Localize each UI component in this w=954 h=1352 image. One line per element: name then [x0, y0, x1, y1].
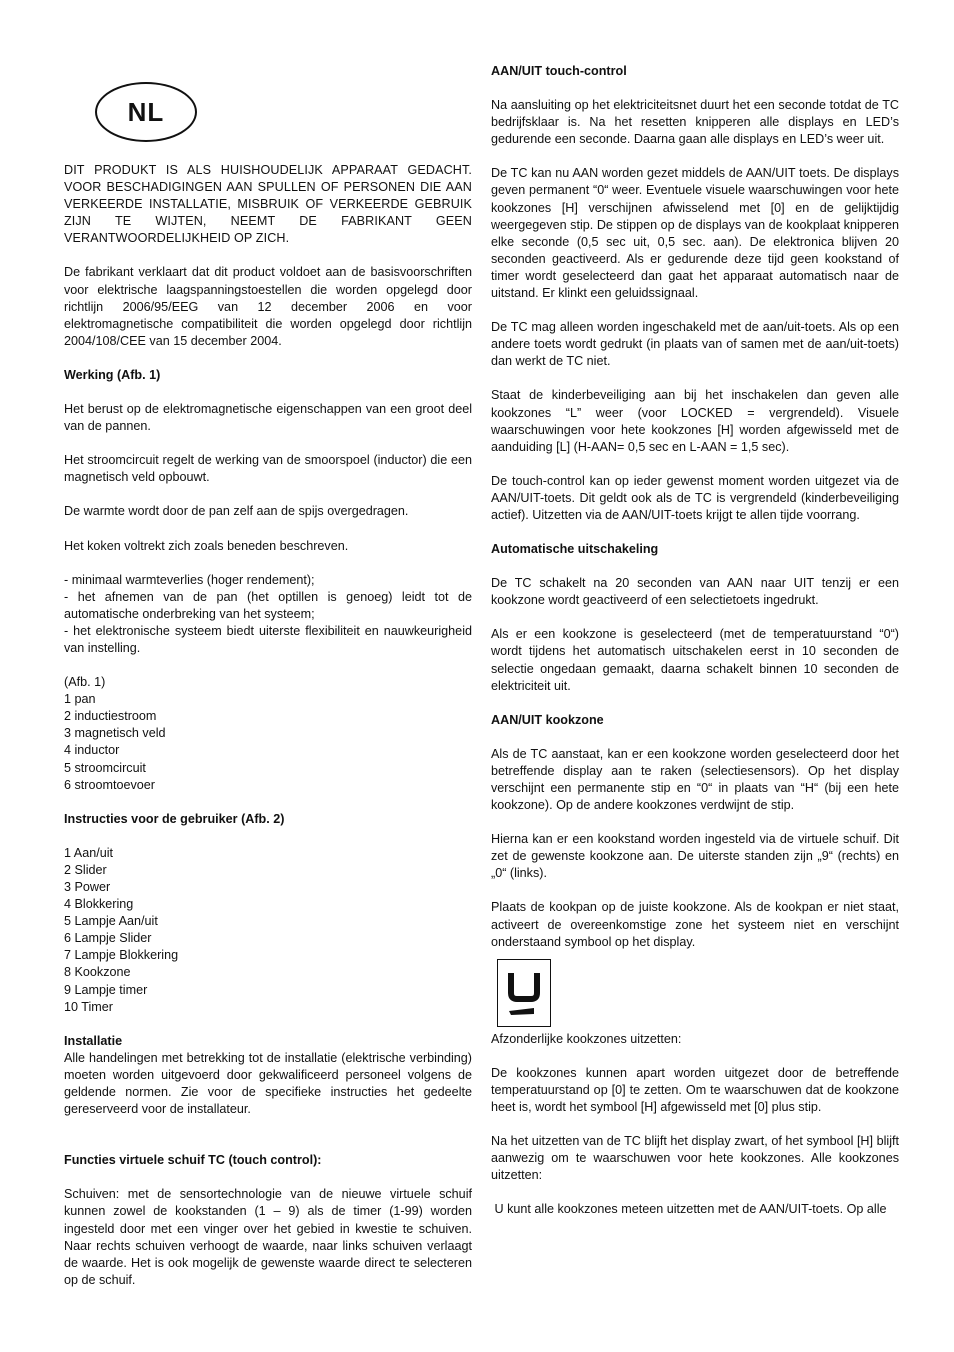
werking-paragraph-2: Het stroomcircuit regelt de werking van de smoorspoel (inductor) die een magnetisch veld opbouwt.: [64, 453, 472, 485]
legend-item: 3 Power: [64, 880, 111, 894]
legend-item: 6 stroomtoevoer: [64, 777, 155, 792]
legend-item: 5 stroomcircuit: [64, 760, 146, 775]
afb2-legend-list: [64, 845, 472, 1016]
paragraph-kookzone-3: Plaats de kookpan op de juiste kookzone. Als de kookpan er niet staat, activeert de overeenkomstige zone het systeem niet en verschijnt onderstaand symbool op het display.: [491, 900, 899, 949]
automatische-uitschakeling-heading: Automatische uitschakeling: [491, 542, 659, 557]
paragraph-display-zwart: Na het uitzetten van de TC blijft het display zwart, of het symbool [H] blijft aanwezig om te waarschuwen voor hete kookzones. Alle kookzones uitzetten:: [491, 1134, 899, 1183]
werking-paragraph-4: Het koken voltrekt zich zoals beneden beschreven.: [64, 538, 349, 553]
werking-bullet-list: [64, 572, 472, 657]
paragraph-alle-uitzetten: U kunt alle kookzones meteen uitzetten met de AAN/UIT-toets. Op alle: [491, 1202, 887, 1217]
werking-heading: Werking (Afb. 1): [64, 367, 161, 382]
legend-item: 5 Lampje Aan/uit: [64, 914, 158, 929]
no-pan-display-symbol: [497, 959, 551, 1027]
legend-item: 4 Blokkering: [64, 897, 134, 912]
paragraph-kinderbeveiliging: Staat de kinderbeveiliging aan bij het inschakelen dan geven alle kookzones “L” weer (voor LOCKED = vergrendeld). Visuele waarschuwingen voor hete kookzones [H] worden afgewisseld met de aanduiding [L] (H-AAN= 0,5 sec en L-AAN = 1,5 sec).: [491, 388, 899, 454]
paragraph-kookzone-2: Hierna kan er een kookstand worden ingesteld via de virtuele schuif. Dit zet de gewenste kookzone aan. De uiterste standen zijn „9“ (rechts) en „0“ (links).: [491, 832, 899, 881]
paragraph-inschakelen: De TC mag alleen worden ingeschakeld met de aan/uit-toets. Als op een andere toets wordt gedrukt (in plaats van of samen met de aan/uit-toets) dan werkt de TC niet.: [491, 320, 899, 369]
paragraph-aan-zetten: De TC kan nu AAN worden gezet middels de AAN/UIT toets. De displays geven permanent “0“ weer. Eventuele visuele waarschuwingen voor hete kookzones [H] verschijnen afwisselend met [0] en de gelijktijdig weergegeven stip. De stippen op de displays van de kookplaat knipperen elke seconde (0,5 sec uit, 0,5 sec. aan). De elektronica blijven 20 seconden geactiveerd. Als er gedurende deze tijd geen kookstand of timer wordt geselecteerd dan gaat het apparaat automatisch naar de uitstand. Er klinkt een geluidssignaal.: [491, 166, 899, 301]
aanuit-touch-control-heading: AAN/UIT touch-control: [491, 64, 627, 78]
paragraph-auto-2: Als er een kookzone is geselecteerd (met de temperatuurstand “0“) wordt tijdens het automatisch uitschakelen eerst in 10 seconden de selectie ongedaan gemaakt, daarna schakelt binnen 10 seconden de elektriciteit uit.: [491, 627, 899, 693]
installatie-text: Alle handelingen met betrekking tot de installatie (elektrische verbinding) moeten worden uitgevoerd door gekwalificeerd personeel volgens de geldende normen. Zie voor de specifieke instructies het gedeelte gereserveerd voor de installateur.: [64, 1050, 472, 1117]
left-column: [64, 162, 472, 1306]
paragraph-apart-uitzetten: De kookzones kunnen apart worden uitgezet door de betreffende temperatuurstand op [0] te zetten. Om te waarschuwen dat de kookzone heet is, wordt het symbool [H] afgewisseld met [0] plus stip.: [491, 1065, 899, 1115]
paragraph-reset: Na aansluiting op het elektriciteitsnet duurt het een seconde totdat de TC bedrijfsklaar is. Na het resetten knipperen alle displays en LED’s gedurende een seconde. Daarna gaan alle displays en LED’s weer uit.: [491, 98, 899, 147]
bullet-item: - het elektronische systeem biedt uiterste flexibiliteit en nauwkeurigheid van instelling.: [64, 623, 472, 655]
legend-item: 4 inductor: [64, 743, 120, 758]
werking-paragraph-3: De warmte wordt door de pan zelf aan de spijs overgedragen.: [64, 504, 409, 519]
legend-item: 6 Lampje Slider: [64, 931, 152, 946]
legend-item: 9 Lampje timer: [64, 982, 148, 997]
paragraph-auto-1: De TC schakelt na 20 seconden van AAN naar UIT tenzij er een kookzone wordt geactiveerd of een selectietoets ingedrukt.: [491, 576, 899, 608]
logo-text: NL: [127, 96, 165, 127]
legend-item: 2 Slider: [64, 862, 107, 877]
aanuit-kookzone-heading: AAN/UIT kookzone: [491, 712, 604, 727]
disclaimer-text: DIT PRODUKT IS ALS HUISHOUDELIJK APPARAAT GEDACHT. VOOR BESCHADIGINGEN AAN SPULLEN OF PERSONEN DIE AAN VERKEERDE INSTALLATIE, MISBRUIK OF VERKEERDE GEBRUIK ZIJN TE WIJTEN, NEEMT DE FABRIKANT GEEN VERANTWOORDELIJKHEID OP ZICH.: [64, 163, 472, 246]
legend-item: 1 Aan/uit: [64, 845, 114, 860]
legend-item: 8 Kookzone: [64, 965, 131, 980]
bullet-item: - minimaal warmteverlies (hoger rendement);: [64, 572, 315, 587]
instructies-heading: Instructies voor de gebruiker (Afb. 2): [64, 811, 285, 826]
conformity-text: De fabrikant verklaart dat dit product voldoet aan de basisvoorschriften voor elektrische laagspanningstoestellen die worden opgelegd door richtlijn 2006/95/EEG van 12 december 2006 en voor elektromagnetische compatibiliteit die worden opgelegd door richtlijn 2004/108/CEE van 15 december 2004.: [64, 265, 472, 348]
installatie-heading: Installatie: [64, 1033, 123, 1048]
paragraph-kookzone-1: Als de TC aanstaat, kan er een kookzone worden geselecteerd door het betreffende display aan te raken (selectiesensors). Op het display verschijnt een permanente stip en “0“ in plaats van “H“ (bij een hete kookzone). Op de andere kookzones verdwijnt de stip.: [491, 746, 899, 813]
functies-heading: Functies virtuele schuif TC (touch control):: [64, 1153, 322, 1168]
no-pan-icon: [504, 967, 544, 1019]
bullet-item: - het afnemen van de pan (het optillen is genoeg) leidt tot de automatische onderbreking van het systeem;: [64, 589, 472, 621]
legend-item: 3 magnetisch veld: [64, 726, 166, 741]
functies-text: Schuiven: met de sensortechnologie van de nieuwe virtuele schuif kunnen zowel de kookstanden (1 – 9) als de timer (1-99) worden ingesteld door met een vinger over het gebied in kwestie te schuiven. Naar rechts schuiven verhoogt de waarde, naar links schuiven verlaagt de waarde. Het is ook mogelijk de gewenste waarde direct te selecteren op de schuif.: [64, 1187, 472, 1287]
afb1-legend-list: [64, 674, 472, 794]
legend-item: (Afb. 1): [64, 675, 106, 690]
paragraph-uitzetten: De touch-control kan op ieder gewenst moment worden uitgezet via de AAN/UIT-toets. Dit geldt ook als de TC is vergrendeld (kinderbeveiliging actief). Uitzetten via de AAN/UIT-toets krijgt te allen tijde voorrang.: [491, 473, 899, 522]
legend-item: 1 pan: [64, 692, 96, 707]
werking-paragraph-1: Het berust op de elektromagnetische eigenschappen van een groot deel van de pannen.: [64, 402, 472, 434]
legend-item: 10 Timer: [64, 999, 113, 1014]
right-column: [491, 63, 899, 1236]
legend-item: 7 Lampje Blokkering: [64, 948, 179, 963]
afzonderlijk-text: Afzonderlijke kookzones uitzetten:: [491, 1031, 682, 1046]
legend-item: 2 inductiestroom: [64, 709, 157, 724]
nl-language-logo: [95, 82, 197, 142]
